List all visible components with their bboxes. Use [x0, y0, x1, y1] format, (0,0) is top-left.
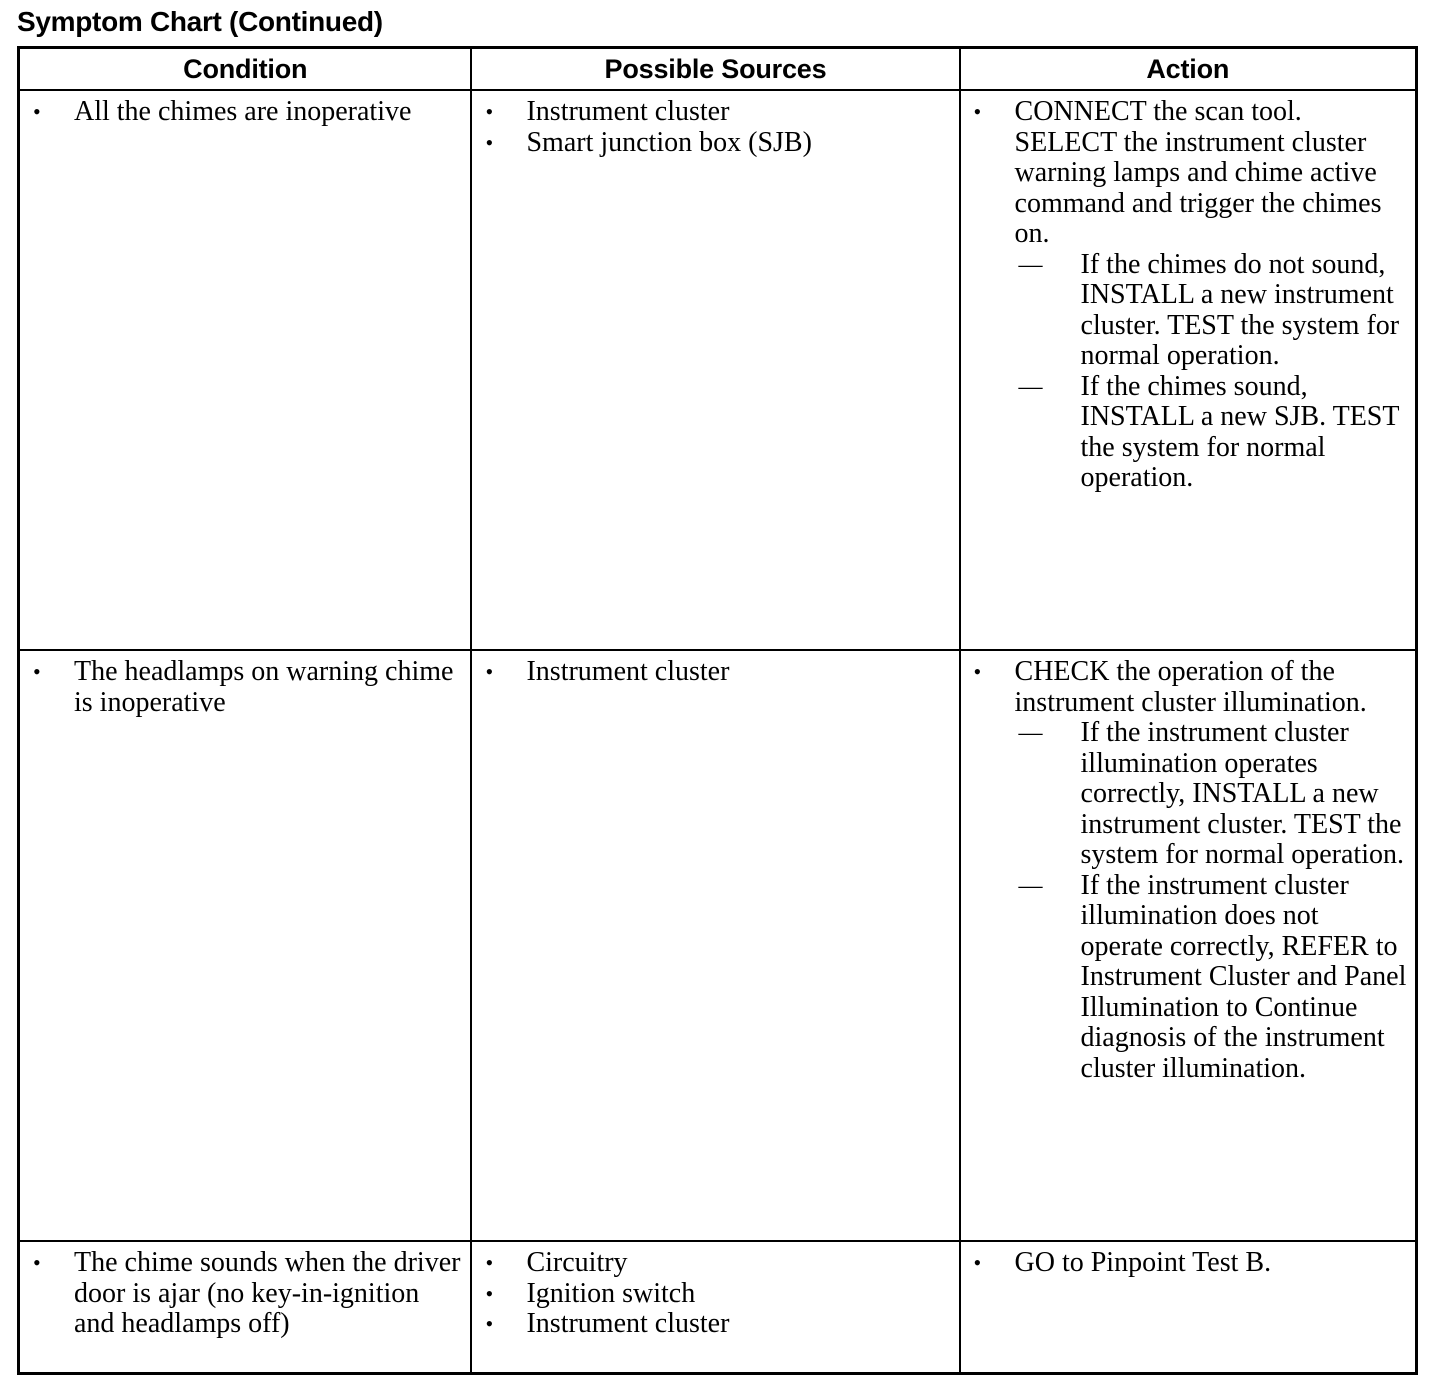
sub-action-item: — If the chimes sound, INSTALL a new SJB. TEST the system for normal operation. — [1015, 372, 1407, 494]
sub-action-item: — If the instrument cluster illumination operates correctly, INSTALL a new instrument cluster. TEST the system for normal operation. — [1015, 718, 1407, 871]
header-row — [19, 48, 1417, 91]
condition-cell — [19, 650, 472, 1241]
condition-item: • The headlamps on warning chime is inoperative — [28, 657, 462, 718]
source-item: • Instrument cluster — [480, 657, 950, 688]
action-item: • GO to Pinpoint Test B. — [969, 1248, 1407, 1279]
table-row — [19, 90, 1417, 650]
source-item: • Instrument cluster — [480, 1309, 950, 1340]
condition-item: • The chime sounds when the driver door is ajar (no key-in-ignition and headlamps off) — [28, 1248, 462, 1340]
header-possible-sources: Possible Sources — [471, 48, 959, 91]
sources-cell — [471, 650, 959, 1241]
sub-action-item: — If the instrument cluster illumination does not operate correctly, REFER to Instrument Cluster and Panel Illumination to Continue diagnosis of the instrument cluster illumination. — [1015, 871, 1407, 1085]
header-action: Action — [960, 48, 1417, 91]
source-item: • Smart junction box (SJB) — [480, 128, 950, 159]
sources-cell — [471, 1241, 959, 1374]
source-item: • Instrument cluster — [480, 97, 950, 128]
action-text: CONNECT the scan tool. SELECT the instrument cluster warning lamps and chime active command and trigger the chimes on. — [1014, 96, 1382, 249]
condition-cell — [19, 1241, 472, 1374]
sources-cell — [471, 90, 959, 650]
source-item: • Ignition switch — [480, 1279, 950, 1310]
condition-cell — [19, 90, 472, 650]
condition-item: • All the chimes are inoperative — [28, 97, 462, 128]
sub-action-item: — If the chimes do not sound, INSTALL a new instrument cluster. TEST the system for normal operation. — [1015, 250, 1407, 372]
table-row — [19, 1241, 1417, 1374]
action-item — [969, 97, 1407, 494]
symptom-chart-table — [17, 46, 1418, 1375]
table-row — [19, 650, 1417, 1241]
action-cell — [960, 90, 1417, 650]
action-item — [969, 657, 1407, 1084]
action-cell — [960, 1241, 1417, 1374]
header-condition: Condition — [19, 48, 472, 91]
source-item: • Circuitry — [480, 1248, 950, 1279]
action-cell — [960, 650, 1417, 1241]
action-text: CHECK the operation of the instrument cluster illumination. — [1014, 656, 1367, 718]
page-title: Symptom Chart (Continued) — [17, 6, 383, 37]
